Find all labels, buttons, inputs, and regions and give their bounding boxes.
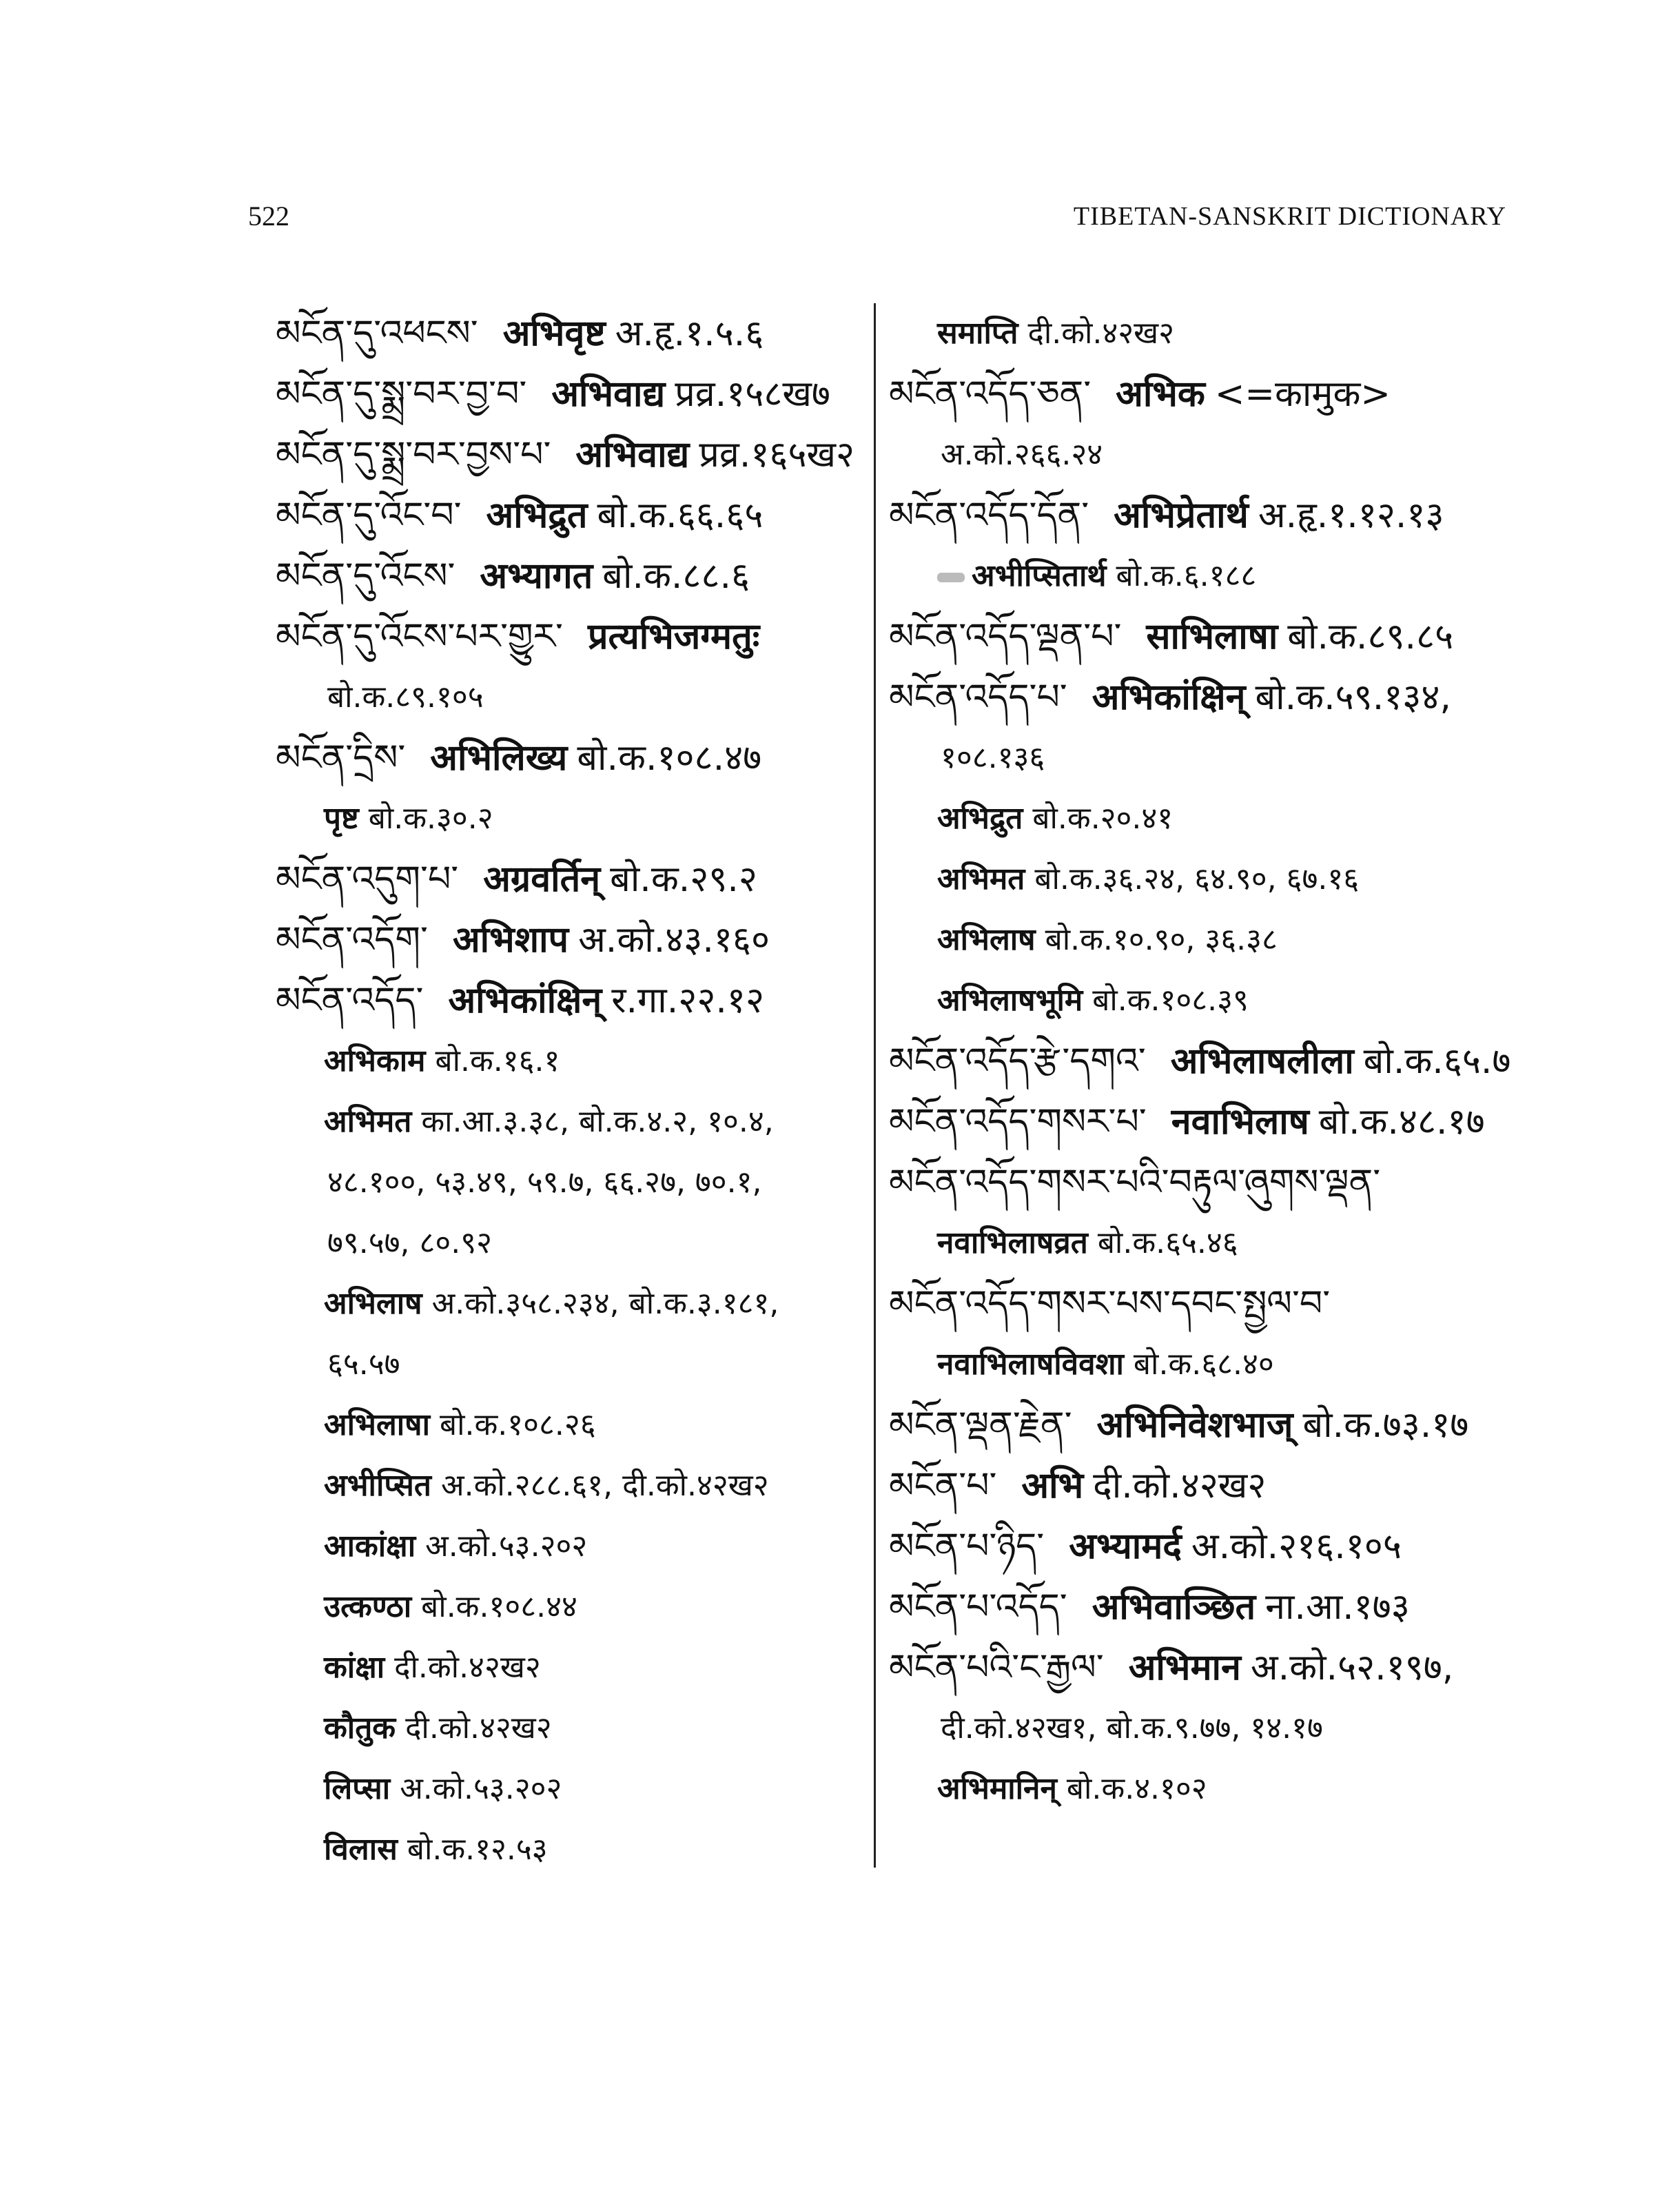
sub-entry <box>889 303 1509 364</box>
dictionary-entry <box>276 485 861 546</box>
source-reference: बो.क.१०.९०, ३६.३८ <box>1045 922 1278 957</box>
left-column <box>276 303 861 1880</box>
tibetan-headword: མངོན་དྲིས་ <box>276 737 406 779</box>
source-reference: अ.को.२६६.२४ <box>941 437 1103 472</box>
sanskrit-equivalent: नवाभिलाषविवशा <box>937 1347 1124 1382</box>
tibetan-headword: མངོན་འདོད་དོན་ <box>889 495 1089 536</box>
source-reference: १०८.१३६ <box>941 740 1045 775</box>
sanskrit-equivalent: अभिप्रेतार्थ <box>1114 495 1249 536</box>
sub-entry <box>276 1395 861 1455</box>
source-reference: बो.क.५९.१३४, <box>1255 677 1451 718</box>
dictionary-entry <box>276 970 861 1031</box>
source-reference: अ.को.४३.१६० <box>578 919 770 961</box>
sanskrit-equivalent: अभिकांक्षिन् <box>448 980 602 1021</box>
dictionary-entry <box>889 1274 1509 1334</box>
sanskrit-equivalent: अभिलाषलीला <box>1170 1041 1354 1082</box>
sanskrit-equivalent: अभिक <box>1116 374 1205 415</box>
sanskrit-equivalent: पृष्ट <box>324 801 359 836</box>
dictionary-entry <box>889 364 1509 425</box>
sub-entry <box>276 1274 861 1334</box>
sub-entry <box>276 1759 861 1819</box>
source-reference: अ.को.५३.२०२ <box>425 1529 588 1564</box>
sanskrit-equivalent: अभिमत <box>937 861 1025 897</box>
source-reference: बो.क.१२.५३ <box>407 1832 548 1867</box>
source-reference: बो.क.२९.२ <box>610 859 757 900</box>
sub-entry <box>889 1759 1509 1819</box>
sanskrit-equivalent: उत्कण्ठा <box>324 1589 412 1624</box>
tibetan-headword: མངོན་པ་ <box>889 1465 997 1506</box>
sub-entry <box>889 788 1509 849</box>
tibetan-headword: མངོན་དུ་སྨྲ་བར་བྱ་བ་ <box>276 374 527 415</box>
source-reference: प्रव्र.१६५ख२ <box>699 434 855 476</box>
sanskrit-equivalent: लिप्सा <box>324 1771 391 1806</box>
dictionary-entry <box>276 606 861 667</box>
sub-entry <box>276 1516 861 1577</box>
sub-entry <box>276 1031 861 1092</box>
sanskrit-equivalent: अभिमत <box>324 1104 412 1139</box>
sub-entry <box>889 849 1509 910</box>
dictionary-entry <box>276 303 861 364</box>
source-reference: बो.क.१०८.३९ <box>1092 983 1249 1018</box>
source-reference: अ.हृ.१.१२.१३ <box>1258 495 1444 536</box>
sanskrit-equivalent: अभिद्रुत <box>486 495 588 536</box>
source-reference: बो.क.८९.८५ <box>1287 616 1454 657</box>
dictionary-entry <box>889 1031 1509 1092</box>
source-reference: दी.को.४२ख२ <box>394 1650 541 1685</box>
sanskrit-equivalent: विलास <box>324 1832 398 1867</box>
dictionary-entry <box>889 1455 1509 1516</box>
tibetan-headword: མངོན་དུ་འོང་བ་ <box>276 495 462 536</box>
continuation-line <box>276 667 861 728</box>
continuation-line <box>889 425 1509 485</box>
sub-entry <box>276 1698 861 1759</box>
source-reference: अ.हृ.१.५.६ <box>615 313 764 354</box>
tibetan-headword: མངོན་འདོད་རྩེ་དགའ་ <box>889 1041 1146 1082</box>
sub-entry <box>889 970 1509 1031</box>
sanskrit-equivalent: अभिकाम <box>324 1043 426 1079</box>
sanskrit-equivalent: कौतुक <box>324 1710 396 1746</box>
sub-entry <box>276 1577 861 1637</box>
source-reference: बो.क.६.१८८ <box>1116 558 1257 593</box>
dictionary-entry <box>276 728 861 788</box>
source-reference: बो.क.३६.२४, ६४.९०, ६७.१६ <box>1034 861 1360 897</box>
source-reference: अ.को.५३.२०२ <box>400 1771 562 1806</box>
sanskrit-equivalent: नवाभिलाष <box>1171 1101 1309 1143</box>
source-reference: अ.को.२८८.६१, दी.को.४२ख२ <box>440 1468 769 1503</box>
source-reference: अ.को.५२.१९७, <box>1250 1647 1454 1688</box>
page-number: 522 <box>248 201 289 232</box>
sanskrit-equivalent: अभि <box>1021 1465 1084 1506</box>
sanskrit-equivalent: अभिमान <box>1128 1647 1241 1688</box>
tibetan-headword: མངོན་འདོད་གསར་པའི་བརྟུལ་ཞུགས་ལྡན་ <box>889 1162 1381 1203</box>
source-reference: बो.क.४८.१७ <box>1318 1101 1485 1143</box>
dictionary-entry <box>889 1577 1509 1637</box>
sub-entry <box>889 546 1509 606</box>
source-reference: दी.को.४२ख२ <box>405 1710 552 1746</box>
source-reference: बो.क.१०८.२६ <box>440 1407 596 1442</box>
sub-entry <box>889 1334 1509 1395</box>
sanskrit-equivalent: अभीप्सित <box>324 1468 431 1503</box>
source-reference: दी.को.४२ख१, बो.क.९.७७, १४.१७ <box>941 1710 1323 1746</box>
continuation-line <box>889 728 1509 788</box>
source-reference: दी.को.४२ख२ <box>1093 1465 1267 1506</box>
sub-entry <box>276 1819 861 1880</box>
sanskrit-equivalent: अभिलाष <box>937 922 1036 957</box>
tibetan-headword: མངོན་དུ་འོངས་ <box>276 555 455 597</box>
dictionary-entry <box>889 1152 1509 1213</box>
dictionary-entry <box>276 546 861 606</box>
dictionary-entry <box>889 606 1509 667</box>
sanskrit-equivalent: प्रत्यभिजग्मतुः <box>587 616 760 657</box>
sanskrit-equivalent: अभिवाञ्छित <box>1092 1586 1256 1628</box>
sanskrit-equivalent: अभ्यागत <box>480 555 593 597</box>
tibetan-headword: མངོན་དུ་འཕངས་ <box>276 313 478 354</box>
continuation-line <box>276 1334 861 1395</box>
sanskrit-equivalent: अभिवाद्य <box>575 434 690 476</box>
source-reference: <=कामुक> <box>1214 374 1391 415</box>
source-reference: ६५.५७ <box>327 1347 400 1382</box>
sub-entry <box>276 1455 861 1516</box>
sub-entry <box>889 1213 1509 1274</box>
sanskrit-equivalent: अभिलाषा <box>324 1407 430 1442</box>
sub-entry <box>276 788 861 849</box>
tibetan-headword: མངོན་འདོད་པ་ <box>889 677 1067 718</box>
dictionary-entry <box>276 849 861 910</box>
sanskrit-equivalent: नवाभिलाषव्रत <box>937 1225 1088 1260</box>
sanskrit-equivalent: अभिशाप <box>452 919 569 961</box>
sub-entry <box>276 1637 861 1698</box>
source-reference: बो.क.६५.४६ <box>1097 1225 1238 1260</box>
tibetan-headword: མངོན་འདུག་པ་ <box>276 859 459 900</box>
sanskrit-equivalent: समाप्ति <box>937 316 1018 351</box>
running-head: TIBETAN-SANSKRIT DICTIONARY <box>1073 202 1506 231</box>
source-reference: अ.को.३५८.२३४, बो.क.३.१८१, <box>431 1286 779 1321</box>
tibetan-headword: མངོན་པ་ཉིད་ <box>889 1526 1045 1567</box>
right-column <box>889 303 1509 1819</box>
dictionary-entry <box>276 910 861 970</box>
dictionary-entry <box>889 1516 1509 1577</box>
sanskrit-equivalent: अभिलिख्य <box>430 737 568 779</box>
source-reference: बो.क.१०८.४४ <box>421 1589 577 1624</box>
continuation-line <box>276 1152 861 1213</box>
sanskrit-equivalent: कांक्षा <box>324 1650 385 1685</box>
column-divider <box>874 303 876 1868</box>
source-reference: बो.क.६५.७ <box>1363 1041 1511 1082</box>
dictionary-entry <box>889 1637 1509 1698</box>
tibetan-headword: མངོན་པའི་ང་རྒྱལ་ <box>889 1647 1104 1688</box>
continuation-line <box>276 1213 861 1274</box>
source-reference: र.गा.२२.१२ <box>611 980 764 1021</box>
sanskrit-equivalent: अग्रवर्तिन् <box>483 859 601 900</box>
source-reference: दी.को.४२ख२ <box>1027 316 1175 351</box>
tibetan-headword: མངོན་དུ་སྨྲ་བར་བྱས་པ་ <box>276 434 551 476</box>
sanskrit-equivalent: अभिद्रुत <box>937 801 1023 836</box>
source-reference: बो.क.८८.६ <box>602 555 750 597</box>
sanskrit-equivalent: अभीप्सितार्थ <box>972 558 1107 593</box>
dictionary-entry <box>889 667 1509 728</box>
sanskrit-equivalent: आकांक्षा <box>324 1529 416 1564</box>
sub-entry <box>276 1092 861 1152</box>
sanskrit-equivalent: अभिलाष <box>324 1286 422 1321</box>
sanskrit-equivalent: अभिनिवेशभाज् <box>1096 1404 1293 1446</box>
ink-smudge <box>937 573 965 582</box>
source-reference: बो.क.१०८.४७ <box>577 737 762 779</box>
dictionary-entry <box>889 1092 1509 1152</box>
sanskrit-equivalent: अभिवृष्ट <box>502 313 606 354</box>
dictionary-entry <box>889 1395 1509 1455</box>
source-reference: बो.क.८९.१०५ <box>327 679 484 715</box>
source-reference: का.आ.३.३८, बो.क.४.२, १०.४, <box>421 1104 774 1139</box>
source-reference: ७९.५७, ८०.९२ <box>327 1225 492 1260</box>
sanskrit-equivalent: अभिकांक्षिन् <box>1092 677 1246 718</box>
sanskrit-equivalent: साभिलाषा <box>1146 616 1278 657</box>
source-reference: बो.क.२०.४१ <box>1032 801 1174 836</box>
dictionary-entry <box>276 425 861 485</box>
tibetan-headword: མངོན་ལྡན་རྗེན་ <box>889 1404 1072 1446</box>
source-reference: बो.क.४.१०२ <box>1066 1771 1207 1806</box>
tibetan-headword: མངོན་དུ་འོངས་པར་གྱུར་ <box>276 616 563 657</box>
source-reference: ४८.१००, ५३.४९, ५९.७, ६६.२७, ७०.१, <box>327 1165 762 1200</box>
dictionary-entry <box>889 485 1509 546</box>
sub-entry <box>889 910 1509 970</box>
tibetan-headword: མངོན་འདོད་གསར་པ་ <box>889 1101 1147 1143</box>
sanskrit-equivalent: अभिमानिन् <box>937 1771 1057 1806</box>
source-reference: अ.को.२१६.१०५ <box>1191 1526 1402 1567</box>
source-reference: बो.क.३०.२ <box>368 801 493 836</box>
dictionary-entry <box>276 364 861 425</box>
tibetan-headword: མངོན་འདོད་གསར་པས་དབང་སྤྱལ་བ་ <box>889 1283 1331 1325</box>
sanskrit-equivalent: अभिवाद्य <box>551 374 666 415</box>
source-reference: बो.क.१६.१ <box>435 1043 560 1079</box>
tibetan-headword: མངོན་འདོད་ལྡན་པ་ <box>889 616 1122 657</box>
source-reference: प्रव्र.१५८ख७ <box>675 374 830 415</box>
tibetan-headword: མངོན་པ་འདོད་ <box>889 1586 1067 1628</box>
tibetan-headword: མངོན་འདོད་ཅན་ <box>889 374 1092 415</box>
sanskrit-equivalent: अभ्यामर्द <box>1069 1526 1182 1567</box>
source-reference: बो.क.७३.१७ <box>1302 1404 1469 1446</box>
source-reference: बो.क.६८.४० <box>1133 1347 1274 1382</box>
source-reference: बो.क.६६.६५ <box>597 495 764 536</box>
continuation-line <box>889 1698 1509 1759</box>
tibetan-headword: མངོན་འདོག་ <box>276 919 428 961</box>
source-reference: ना.आ.१७३ <box>1265 1586 1410 1628</box>
tibetan-headword: མངོན་འདོད་ <box>276 980 424 1021</box>
sanskrit-equivalent: अभिलाषभूमि <box>937 983 1083 1018</box>
